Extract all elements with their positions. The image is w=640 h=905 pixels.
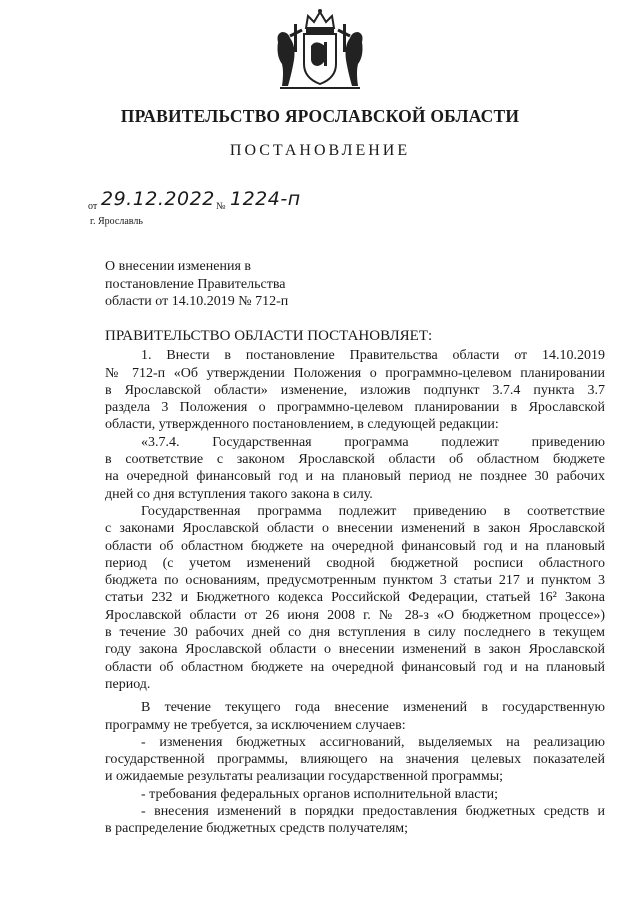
subject-line: области от 14.10.2019 № 712-п	[105, 294, 289, 309]
paragraph-5	[105, 734, 605, 786]
handwritten-date: 29.12.2022	[101, 188, 215, 210]
text-line: области, утвержденного постановлением, в следующей редакции:	[105, 417, 499, 433]
number-prefix: №	[216, 201, 226, 212]
document-body	[105, 328, 605, 838]
paragraph-2	[105, 434, 605, 503]
text-line: области об областном бюджете на очередной финансовый год и на плановый	[105, 538, 605, 554]
text-line: 1. Внести в постановление Правительства области от 14.10.2019	[141, 348, 605, 364]
coat-of-arms-emblem	[268, 6, 372, 92]
text-line: с законами Ярославской области о внесении изменений в закон Ярославской	[105, 521, 605, 537]
text-line: статьи 232 и Бюджетного кодекса Российской Федерации, статьей 16² Закона	[105, 590, 605, 606]
text-line: на очередной финансовый год и на плановый период не позднее 30 рабочих	[105, 469, 605, 485]
text-line: «3.7.4. Государственная программа подлежит приведению	[141, 434, 605, 450]
text-line: и ожидаемые результаты реализации государственной программы;	[105, 769, 504, 785]
subject-line: О внесении изменения в	[105, 259, 251, 274]
document-subject	[105, 258, 288, 311]
text-line: в соответствие с законом Ярославской области об областном бюджете	[105, 452, 605, 468]
decree-heading: ПРАВИТЕЛЬСТВО ОБЛАСТИ ПОСТАНОВЛЯЕТ:	[105, 328, 433, 344]
text-line: программу не требуется, за исключением случаев:	[105, 717, 406, 733]
date-prefix: от	[88, 201, 98, 212]
paragraph-1	[105, 347, 605, 433]
text-line: период.	[105, 676, 151, 692]
text-line: в распределение бюджетных средств получателям;	[105, 821, 409, 837]
handwritten-number: 1224-п	[230, 188, 301, 210]
text-line: бюджета по основаниям, предусмотренным пунктом 3 статьи 217 и пунктом 3	[105, 573, 605, 589]
text-line: государственной программы, влияющего на значения целевых показателей	[105, 752, 605, 768]
text-line: В течение текущего года внесение изменений в государственную	[141, 700, 605, 716]
text-line: в Ярославской области» изменение, изложив подпункт 3.7.4 пункта 3.7	[105, 382, 605, 398]
text-line: области об областном бюджете на очередной финансовый год и на плановый	[105, 659, 605, 675]
text-line: Государственная программа подлежит приведению в соответствие	[141, 503, 605, 519]
text-line: дней со дня вступления такого закона в силу.	[105, 486, 373, 502]
text-line: году закона Ярославской области о внесении изменений в закон Ярославской	[105, 642, 605, 658]
text-line: № 712-п «Об утверждении Положения о программно-целевом планировании	[105, 365, 605, 381]
text-line: - требования федеральных органов исполнительной власти;	[141, 786, 498, 802]
subject-line: постановление Правительства	[105, 276, 286, 292]
paragraph-3	[105, 503, 605, 693]
text-line: Ярославской области от 26 июня 2008 г. № 28-з «О бюджетном процессе»)	[105, 607, 605, 623]
text-line: в течение 30 рабочих дней со дня вступления в силу последнего в текущем	[105, 625, 605, 641]
paragraph-7	[105, 803, 605, 838]
paragraph-4	[105, 699, 605, 734]
paragraph-6	[105, 786, 605, 803]
text-line: раздела 3 Положения о программно-целевом планировании в Ярославской	[105, 400, 605, 416]
date-number-line	[88, 186, 348, 216]
organization-title: ПРАВИТЕЛЬСТВО ЯРОСЛАВСКОЙ ОБЛАСТИ	[120, 106, 520, 126]
text-line: период (с учетом изменений сводной бюджетной росписи областного	[105, 555, 605, 571]
text-line: - изменения бюджетных ассигнований, выделяемых на реализацию	[141, 734, 605, 750]
city-label: г. Ярославль	[90, 216, 143, 227]
text-line: - внесения изменений в порядки предоставления бюджетных средств и	[141, 804, 605, 820]
document-type: ПОСТАНОВЛЕНИЕ	[229, 142, 411, 159]
